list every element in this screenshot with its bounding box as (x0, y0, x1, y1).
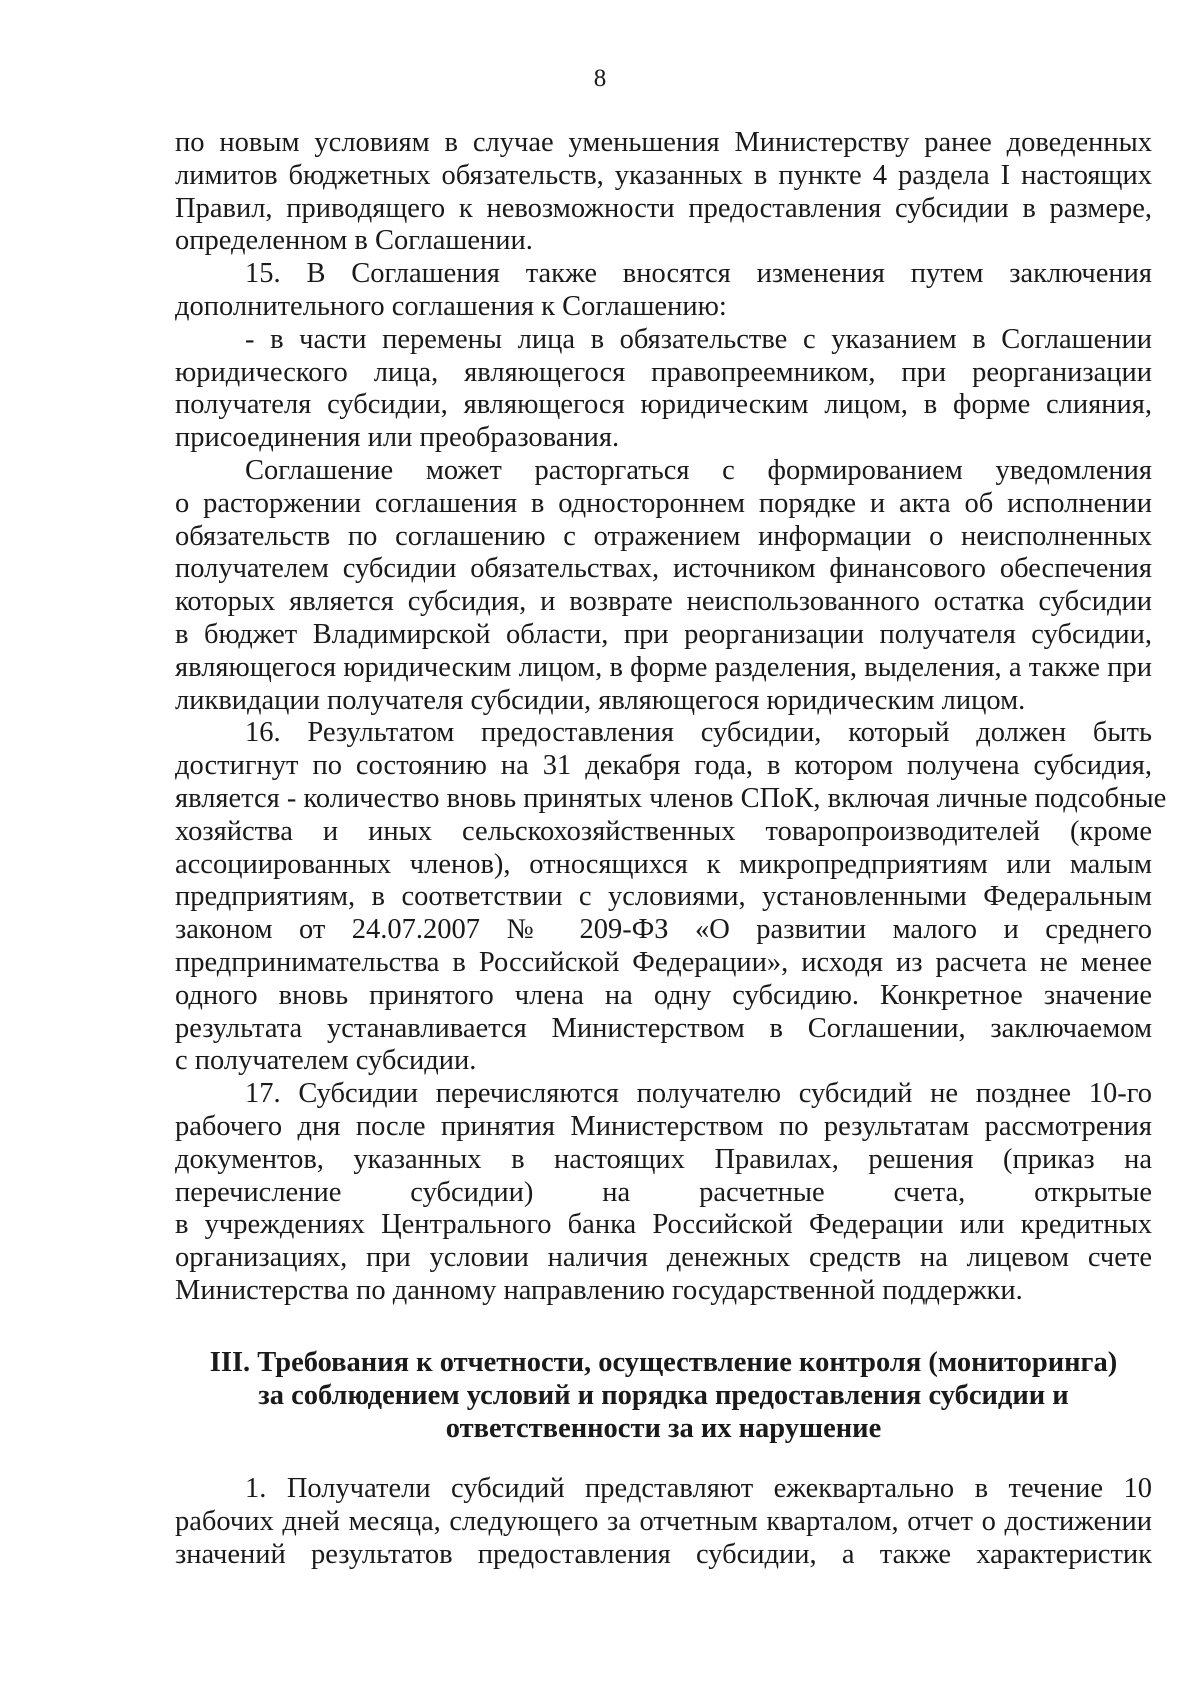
text-line: ликвидации получателя субсидии, являющегося юридическим лицом. (175, 684, 1026, 716)
paragraph-item-16 (175, 717, 1167, 1078)
text-line: документов, указанных в настоящих Правилах, решения (приказ на (175, 1143, 1152, 1175)
section-heading-line: ответственности за их нарушение (445, 1413, 882, 1444)
section-heading (175, 1346, 1152, 1445)
text-line: 16. Результатом предоставления субсидии, который должен быть (245, 717, 1152, 749)
text-line: результата устанавливается Министерством в Соглашении, заключаемом (175, 1012, 1152, 1044)
text-line: Министерства по данному направлению государственной поддержки. (175, 1274, 1023, 1306)
paragraph-dash-item (175, 324, 1152, 455)
text-line: предприятиям, в соответствии с условиями, установленными Федеральным (175, 881, 1152, 913)
text-line: является - количество вновь принятых членов СПоК, включая личные подсобные (175, 782, 1167, 814)
text-line: организациях, при условии наличия денежных средств на лицевом счете (175, 1242, 1152, 1274)
text-line: хозяйства и иных сельскохозяйственных товаропроизводителей (кроме (175, 815, 1152, 847)
text-line: одного вновь принятого члена на одну субсидию. Конкретное значение (175, 979, 1152, 1011)
text-line: определенном в Соглашении. (175, 225, 533, 257)
text-line: - в части перемены лица в обязательстве с указанием в Соглашении (245, 323, 1152, 355)
document-body (175, 127, 1167, 1308)
text-line: с получателем субсидии. (175, 1045, 477, 1077)
paragraph-item-15 (175, 258, 1152, 324)
paragraph-continuation (175, 127, 1152, 258)
text-line: Правил, приводящего к невозможности предоставления субсидии в размере, (175, 192, 1152, 224)
text-line: дополнительного соглашения к Соглашению: (175, 290, 727, 322)
text-line: получателя субсидии, являющегося юридическим лицом, в форме слияния, (175, 389, 1152, 421)
page-number: 8 (593, 65, 607, 92)
text-line: 1. Получатели субсидий представляют ежеквартально в течение 10 (245, 1473, 1152, 1504)
text-line: в бюджет Владимирской области, при реорганизации получателя субсидии, (175, 618, 1152, 650)
text-line: обязательств по соглашению с отражением информации о неисполненных (175, 520, 1152, 552)
text-line: которых является субсидия, и возврате неиспользованного остатка субсидии (175, 586, 1152, 618)
text-line: о расторжении соглашения в одностороннем порядке и акта об исполнении (175, 487, 1152, 519)
section-heading-line: за соблюдением условий и порядка предоставления субсидии и (258, 1380, 1069, 1411)
paragraph-section-3-item-1 (175, 1473, 1152, 1571)
text-line: 15. В Соглашения также вносятся изменения путем заключения (245, 258, 1152, 290)
text-line: Соглашение может расторгаться с формированием уведомления (245, 454, 1152, 486)
paragraph-item-17 (175, 1078, 1152, 1308)
text-line: законом от 24.07.2007 № 209-ФЗ «О развитии малого и среднего (175, 914, 1152, 946)
text-line: являющегося юридическим лицом, в форме разделения, выделения, а также при (175, 651, 1152, 683)
text-line: получателем субсидии обязательствах, источником финансового обеспечения (175, 553, 1152, 585)
text-line: рабочего дня после принятия Министерством по результатам рассмотрения (175, 1110, 1152, 1142)
paragraph-termination (175, 455, 1152, 717)
text-line: юридического лица, являющегося правопреемником, при реорганизации (175, 356, 1152, 388)
text-line: перечисление субсидии) на расчетные счета, открытые (175, 1176, 1152, 1208)
text-line: предпринимательства в Российской Федерации», исходя из расчета не менее (175, 946, 1152, 978)
text-line: рабочих дней месяца, следующего за отчетным кварталом, отчет о достижении (175, 1505, 1152, 1537)
text-line: 17. Субсидии перечисляются получателю субсидий не позднее 10-го (245, 1078, 1152, 1110)
text-line: достигнут по состоянию на 31 декабря года, в котором получена субсидия, (175, 750, 1152, 782)
text-line: ассоциированных членов), относящихся к микропредприятиям или малым (175, 848, 1152, 880)
text-line: лимитов бюджетных обязательств, указанных в пункте 4 раздела I настоящих (175, 159, 1152, 191)
text-line: присоединения или преобразования. (175, 422, 620, 454)
text-line: в учреждениях Центрального банка Российской Федерации или кредитных (175, 1209, 1152, 1241)
text-line: по новым условиям в случае уменьшения Министерству ранее доведенных (175, 127, 1152, 158)
text-line: значений результатов предоставления субсидии, а также характеристик (175, 1538, 1152, 1570)
section-heading-line: III. Требования к отчетности, осуществление контроля (мониторинга) (209, 1347, 1118, 1378)
